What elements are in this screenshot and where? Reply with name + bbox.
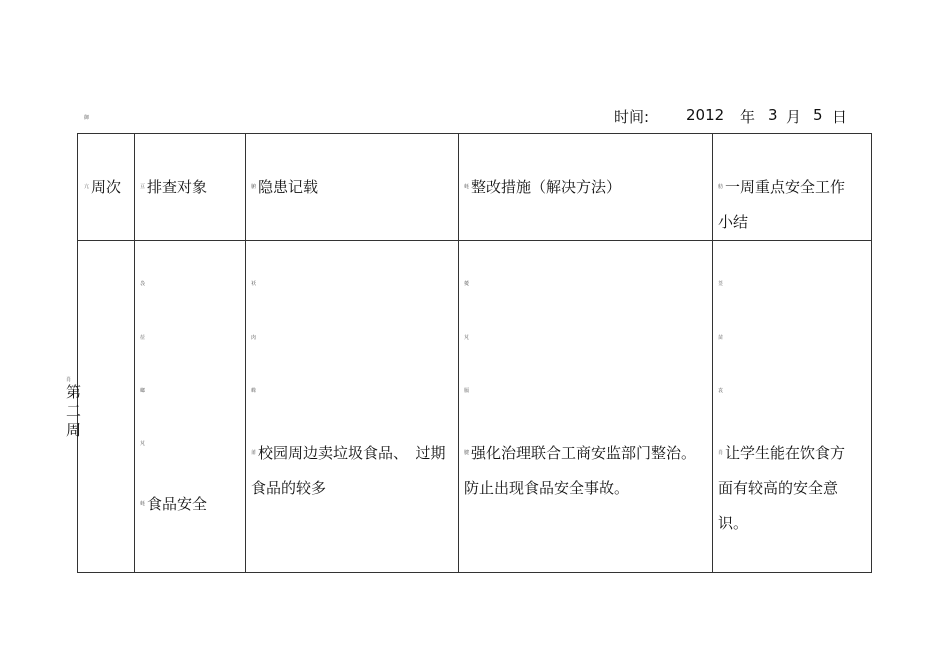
cell-mark: 袁 — [718, 388, 724, 394]
cell-mark: 袄 — [251, 281, 257, 287]
summary-text: 让学生能在饮食方面有较高的安全意识。 — [718, 444, 846, 532]
cell-mark: 肖 — [718, 450, 724, 456]
cell-mark: 肖 — [66, 377, 72, 383]
header-week-label: 周次 — [91, 178, 122, 196]
cell-mark: 莅 — [140, 335, 146, 341]
date-year-unit: 年 — [740, 108, 756, 126]
header-summary — [718, 170, 858, 240]
object-text: 食品安全 — [147, 495, 208, 513]
cell-mark: 蝾 — [251, 388, 257, 394]
date-day: 5 — [813, 106, 823, 124]
week-cell — [66, 377, 86, 440]
cell-mark: 腑 — [251, 184, 257, 190]
cell-mark: 袅 — [140, 281, 146, 287]
cell-mark: 芃 — [464, 335, 470, 341]
date-month: 3 — [768, 106, 778, 124]
row-divider — [78, 240, 871, 241]
header-hazard — [251, 170, 318, 205]
date-month-unit: 月 — [786, 108, 802, 126]
header-object-label: 排查对象 — [147, 178, 208, 196]
header-measure — [464, 170, 621, 205]
header-measure-label: 整改措施（解决方法） — [471, 178, 622, 196]
column-divider — [134, 134, 135, 572]
summary-cell — [718, 436, 858, 541]
corner-mark: 御 — [84, 115, 90, 121]
measure-cell — [464, 436, 704, 506]
cell-mark: 苗 — [718, 335, 724, 341]
measure-text: 强化治理联合工商安监部门整治。防止出现食品安全事故。 — [464, 444, 697, 497]
column-divider — [458, 134, 459, 572]
column-divider — [712, 134, 713, 572]
header-summary-label: 一周重点安全工作小结 — [718, 178, 846, 231]
date-year: 2012 — [686, 106, 725, 124]
cell-mark: 芃 — [140, 441, 146, 447]
date-label: 时间: — [614, 108, 650, 126]
cell-mark: 肉 — [251, 335, 257, 341]
object-cell — [140, 487, 207, 522]
week-label: 第二周 — [66, 383, 82, 439]
date-day-unit: 日 — [832, 108, 848, 126]
header-week — [84, 170, 121, 205]
header-object — [140, 170, 207, 205]
cell-mark: 腱 — [464, 450, 470, 456]
cell-mark: 亢 — [84, 184, 90, 190]
cell-mark: 膈 — [464, 388, 470, 394]
header-hazard-label: 隐患记载 — [258, 178, 319, 196]
cell-mark: 蚝 — [140, 501, 146, 507]
column-divider — [245, 134, 246, 572]
cell-mark: 蚝 — [464, 184, 470, 190]
safety-inspection-table — [66, 133, 872, 573]
cell-mark: 亘 — [140, 184, 146, 190]
hazard-cell — [251, 436, 456, 506]
hazard-text: 校园周边卖垃圾食品、 过期食品的较多 — [251, 444, 446, 497]
cell-mark: 莆 — [251, 450, 257, 456]
cell-mark: 莶 — [718, 281, 724, 287]
cell-mark: 舫 — [718, 184, 724, 190]
cell-mark: 螂 — [140, 388, 146, 394]
cell-mark: 薆 — [464, 281, 470, 287]
